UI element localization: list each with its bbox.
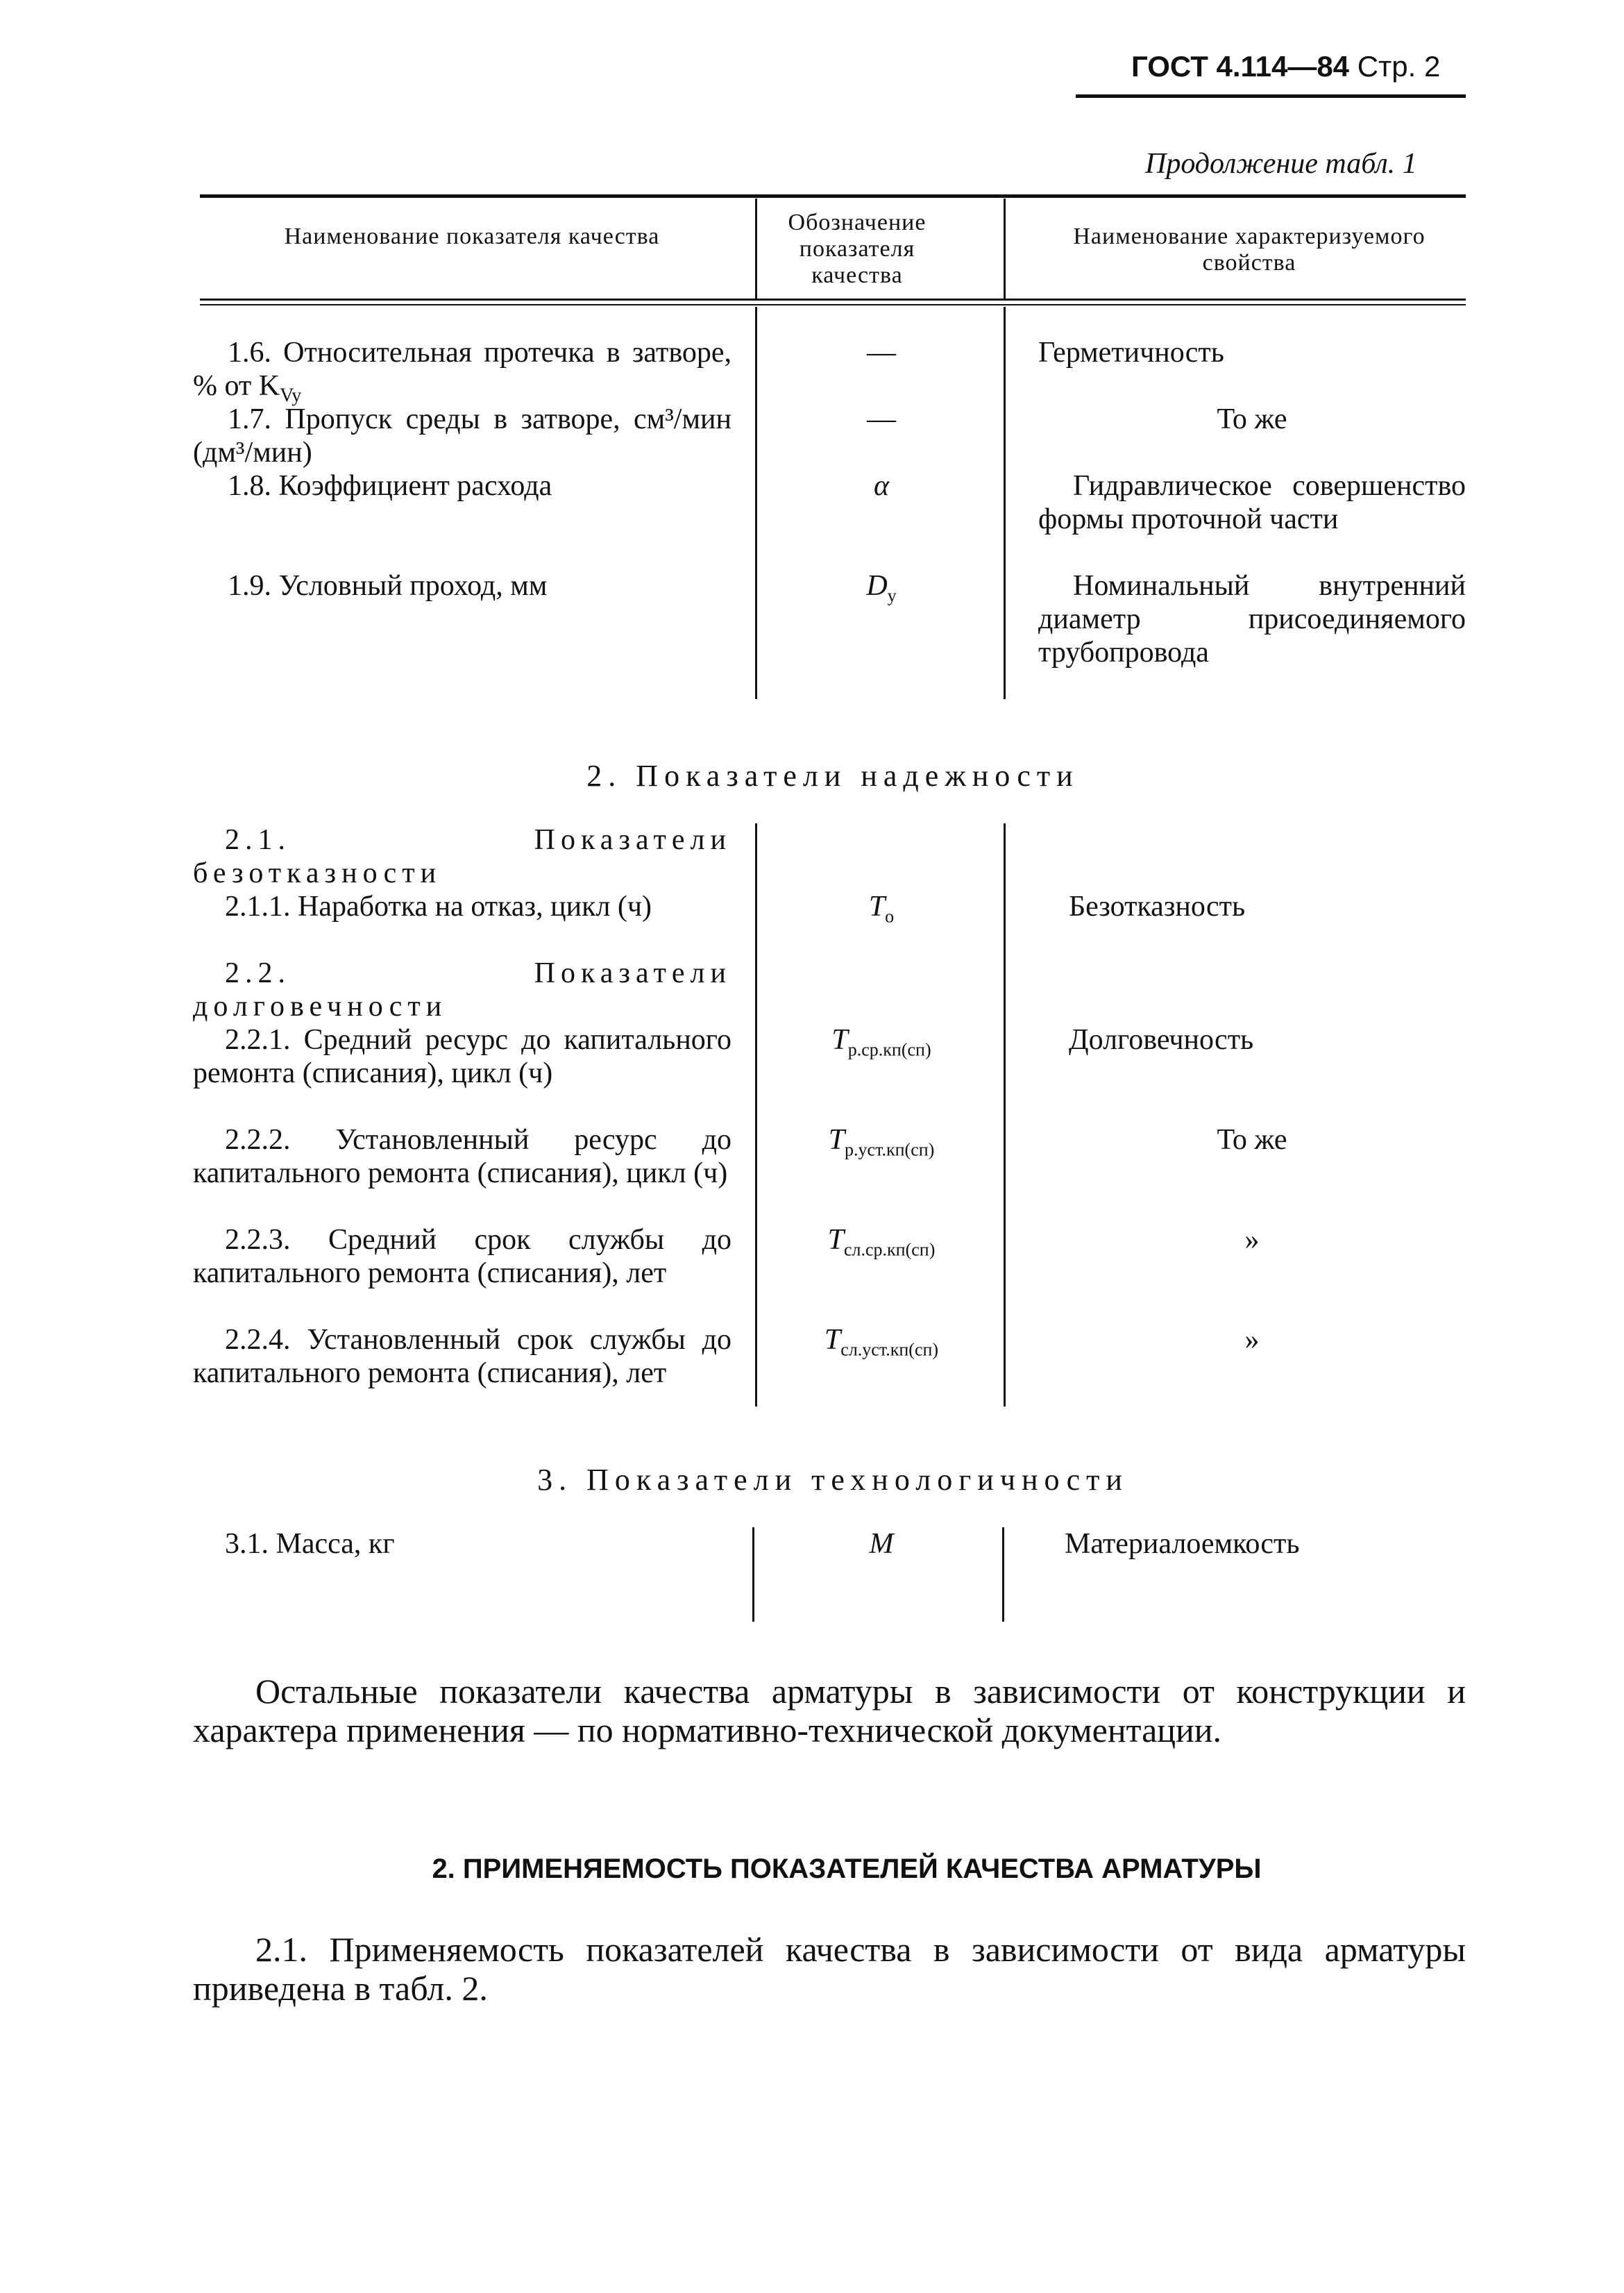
table-row-symbol: $T_{р.ср.кп(сп)}$ <box>831 1024 931 1060</box>
page-number: Стр. 2 <box>1357 50 1441 83</box>
table-row-property: » <box>1244 1324 1260 1356</box>
col-divider <box>755 823 757 1406</box>
col-divider <box>1004 199 1006 299</box>
col-header-symbol: Обозначение показателя качества <box>788 210 927 288</box>
table-top-rule <box>200 194 1466 198</box>
header-bottom-rule-2 <box>200 304 1466 305</box>
table-row-property: Герметичность <box>1038 337 1224 369</box>
table-row-symbol: M <box>869 1528 894 1560</box>
table-row-name: 2.2.1. Средний ресурс до капитального ремонта (списания), цикл (ч) <box>193 1024 731 1089</box>
table-row-name: 2.2. Показатели долговечности <box>193 957 731 1023</box>
header-rule <box>1076 94 1466 98</box>
table-row-name: 1.7. Пропуск среды в затворе, см³/мин (дм³/мин) <box>193 403 731 469</box>
table-row-name: 1.9. Условный проход, мм <box>228 570 548 602</box>
table-row-symbol: — <box>867 337 896 369</box>
paragraph-applicability: 2.1. Применяемость показателей качества в зависимости от вида арматуры приведена в табл. 2. <box>193 1930 1466 2008</box>
table-continuation-label: Продолжение табл. 1 <box>1145 148 1417 180</box>
col-header-property: Наименование характеризуемого свойства <box>1073 224 1426 276</box>
col-divider <box>752 1527 754 1622</box>
table-row-symbol: $T_{сл.ср.кп(сп)}$ <box>827 1224 936 1260</box>
col-divider <box>755 199 757 299</box>
col-divider <box>1004 307 1006 699</box>
table-row-symbol: α <box>873 470 890 502</box>
table-row-property: Номинальный внутренний диаметр присоединяемого трубопровода <box>1038 570 1466 669</box>
table-row-symbol: $T_{р.уст.кп(сп)}$ <box>828 1124 935 1160</box>
table-row-symbol: $T_o$ <box>868 891 895 927</box>
table-row-symbol: $D_у$ <box>866 570 897 606</box>
header-bottom-rule-1 <box>200 299 1466 301</box>
section-title-reliability: 2. Показатели надежности <box>586 759 1079 793</box>
table-row-name: 2.2.3. Средний срок службы до капитального ремонта (списания), лет <box>193 1224 731 1289</box>
table-row-property: То же <box>1217 403 1287 435</box>
table-row-name: 2.2.2. Установленный ресурс до капитального ремонта (списания), цикл (ч) <box>193 1124 731 1189</box>
table-row-name: 2.1. Показатели безотказности <box>193 824 731 889</box>
table-row-name: 1.8. Коэффициент расхода <box>228 470 552 502</box>
table-row-name: 2.1.1. Наработка на отказ, цикл (ч) <box>225 891 652 923</box>
col-divider <box>1002 1527 1004 1622</box>
table-row-name: 1.6. Относительная протечка в затворе, % от $K_{Vy}$ <box>193 337 731 407</box>
page-header <box>1131 50 1440 83</box>
table-row-name: 3.1. Масса, кг <box>225 1528 395 1560</box>
table-row-property: » <box>1244 1224 1260 1256</box>
col-header-name: Наименование показателя качества <box>284 224 660 249</box>
section-heading-applicability: 2. ПРИМЕНЯЕМОСТЬ ПОКАЗАТЕЛЕЙ КАЧЕСТВА АРМАТУРЫ <box>432 1854 1262 1884</box>
table-row-property: Материалоемкость <box>1065 1528 1300 1560</box>
table-row-property: Безотказность <box>1069 891 1246 923</box>
table-row-symbol: — <box>867 403 896 435</box>
section-title-manufacturability: 3. Показатели технологичности <box>537 1463 1128 1497</box>
col-divider <box>1004 823 1006 1406</box>
table-row-property: Гидравлическое совершенство формы проточной части <box>1038 470 1466 535</box>
table-row-property: Долговечность <box>1069 1024 1254 1056</box>
table-row-name: 2.2.4. Установленный срок службы до капитального ремонта (списания), лет <box>193 1324 731 1389</box>
doc-code: ГОСТ 4.114—84 <box>1131 50 1350 83</box>
table-row-symbol: $T_{сл.уст.кп(сп)}$ <box>824 1324 939 1360</box>
paragraph-other-indicators: Остальные показатели качества арматуры в зависимости от конструкции и характера применения — по нормативно-технической документации. <box>193 1672 1466 1749</box>
table-row-property: То же <box>1217 1124 1287 1156</box>
col-divider <box>755 307 757 699</box>
